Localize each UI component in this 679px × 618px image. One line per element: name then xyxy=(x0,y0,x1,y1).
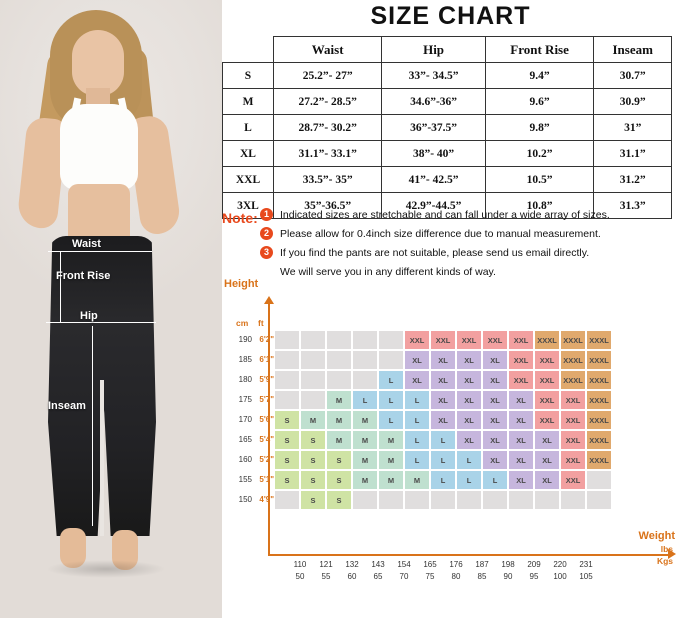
weight-tick-lbs: 132 xyxy=(345,560,359,569)
column-header-hip: Hip xyxy=(382,37,485,63)
note-text-3: If you find the pants are not suitable, please send us email directly. xyxy=(280,247,590,260)
hip-cell: 38”- 40” xyxy=(382,141,485,167)
size-cell-s: S xyxy=(326,450,352,470)
size-cell-xl: XL xyxy=(534,470,560,490)
height-tick-cm: 165 xyxy=(238,435,252,444)
size-cell: M xyxy=(223,89,274,115)
weight-tick-lbs: 121 xyxy=(319,560,333,569)
size-cell-s: S xyxy=(274,430,300,450)
height-tick-ft: 5'1" xyxy=(259,475,274,484)
model-crop-top xyxy=(60,104,138,190)
size-cell-l: L xyxy=(404,410,430,430)
waist-cell: 27.2”- 28.5” xyxy=(274,89,382,115)
size-cell-empty xyxy=(378,490,404,510)
unit-label-cm: cm xyxy=(236,318,249,328)
note-text-2: Please allow for 0.4inch size difference due to manual measurement. xyxy=(280,228,601,241)
table-row xyxy=(223,167,672,193)
size-cell-empty xyxy=(326,350,352,370)
weight-tick-lbs: 209 xyxy=(527,560,541,569)
inseam-cell: 31” xyxy=(594,115,672,141)
size-cell-s: S xyxy=(274,450,300,470)
size-cell-xl: XL xyxy=(430,370,456,390)
size-cell-xxl: XXL xyxy=(534,410,560,430)
size-cell-empty xyxy=(482,490,508,510)
weight-tick-lbs: 220 xyxy=(553,560,567,569)
floor-shadow xyxy=(46,560,166,578)
waist-cell: 33.5”- 35” xyxy=(274,167,382,193)
size-cell-l: L xyxy=(404,390,430,410)
size-cell-l: L xyxy=(456,470,482,490)
weight-axis-line xyxy=(268,554,668,556)
size-cell-empty xyxy=(534,490,560,510)
size-cell-xl: XL xyxy=(482,390,508,410)
size-cell-empty xyxy=(326,330,352,350)
unit-label-kgs: Kgs xyxy=(656,556,673,566)
model-face xyxy=(72,30,124,96)
size-cell-xxxl: XXXL xyxy=(586,450,612,470)
height-tick-cm: 160 xyxy=(238,455,252,464)
size-cell-m: M xyxy=(378,430,404,450)
inseam-cell: 31.3” xyxy=(594,193,672,219)
hip-cell: 34.6”-36” xyxy=(382,89,485,115)
size-cell-empty xyxy=(430,490,456,510)
inseam-cell: 31.1” xyxy=(594,141,672,167)
weight-tick-lbs: 110 xyxy=(293,560,307,569)
note-text-1: Indicated sizes are stretchable and can fall under a wide array of sizes. xyxy=(280,209,610,221)
height-tick-cm: 155 xyxy=(238,475,252,484)
hip-measure-line xyxy=(46,322,156,323)
size-cell-xl: XL xyxy=(508,450,534,470)
size-cell-xl: XL xyxy=(508,430,534,450)
size-cell-s: S xyxy=(326,490,352,510)
waist-measure-line xyxy=(48,251,152,252)
size-cell-m: M xyxy=(326,430,352,450)
size-cell-l: L xyxy=(456,450,482,470)
weight-tick-lbs: 187 xyxy=(475,560,489,569)
note-label: Note: xyxy=(222,210,258,226)
size-cell-xl: XL xyxy=(456,410,482,430)
front-rise-cell: 9.4” xyxy=(485,63,594,89)
height-axis-label: Height xyxy=(224,278,259,290)
size-cell-empty xyxy=(274,350,300,370)
size-cell-xxl: XXL xyxy=(534,390,560,410)
size-cell-empty xyxy=(508,490,534,510)
size-cell-s: S xyxy=(274,410,300,430)
waist-cell: 35”-36.5” xyxy=(274,193,382,219)
weight-axis-label: Weight xyxy=(638,530,675,542)
size-cell-empty xyxy=(352,330,378,350)
size-cell-l: L xyxy=(378,390,404,410)
size-cell: XL xyxy=(223,141,274,167)
size-cell-m: M xyxy=(326,390,352,410)
table-header-row xyxy=(223,37,672,63)
size-cell-xxl: XXL xyxy=(508,350,534,370)
column-header-waist: Waist xyxy=(274,37,382,63)
weight-tick-kgs: 65 xyxy=(373,572,383,581)
size-cell-xl: XL xyxy=(456,390,482,410)
size-cell-xl: XL xyxy=(430,390,456,410)
size-cell-xxl: XXL xyxy=(560,470,586,490)
weight-tick-kgs: 50 xyxy=(295,572,305,581)
size-cell-xl: XL xyxy=(482,370,508,390)
size-cell-xl: XL xyxy=(482,430,508,450)
size-cell-xl: XL xyxy=(508,390,534,410)
inseam-cell: 31.2” xyxy=(594,167,672,193)
waist-cell: 28.7”- 30.2” xyxy=(274,115,382,141)
weight-tick-kgs: 80 xyxy=(451,572,461,581)
weight-tick-kgs: 55 xyxy=(321,572,331,581)
table-corner-cell xyxy=(223,37,274,63)
size-cell-empty xyxy=(326,370,352,390)
size-cell-l: L xyxy=(404,450,430,470)
size-cell-xxl: XXL xyxy=(560,410,586,430)
size-cell-l: L xyxy=(352,390,378,410)
size-cell-xl: XL xyxy=(534,430,560,450)
size-cell-xl: XL xyxy=(404,370,430,390)
front-rise-cell: 9.8” xyxy=(485,115,594,141)
note-item-2 xyxy=(222,227,674,241)
size-cell-s: S xyxy=(300,470,326,490)
size-cell-s: S xyxy=(300,490,326,510)
height-tick-ft: 5'4" xyxy=(259,435,274,444)
size-cell-xxl: XXL xyxy=(508,330,534,350)
weight-tick-kgs: 60 xyxy=(347,572,357,581)
size-cell-xxxl: XXXL xyxy=(560,370,586,390)
size-cell-xxxl: XXXL xyxy=(586,390,612,410)
unit-label-lbs: lbs xyxy=(660,544,673,554)
hip-cell: 36”-37.5” xyxy=(382,115,485,141)
weight-tick-kgs: 105 xyxy=(579,572,593,581)
size-cell-xl: XL xyxy=(456,350,482,370)
table-row xyxy=(223,115,672,141)
height-tick-ft: 5'9" xyxy=(259,375,274,384)
weight-tick-kgs: 100 xyxy=(553,572,567,581)
hip-cell: 42.9”-44.5” xyxy=(382,193,485,219)
size-cell-empty xyxy=(300,390,326,410)
front-rise-label: Front Rise xyxy=(56,270,111,282)
size-cell-s: S xyxy=(300,450,326,470)
height-tick-ft: 5'2" xyxy=(259,455,274,464)
size-cell-empty xyxy=(586,470,612,490)
size-cell-xxl: XXL xyxy=(404,330,430,350)
size-cell-xxl: XXL xyxy=(560,390,586,410)
size-cell: 3XL xyxy=(223,193,274,219)
size-cell-xxxl: XXXL xyxy=(586,430,612,450)
size-cell-xl: XL xyxy=(430,350,456,370)
note-number-3: 3 xyxy=(260,246,273,259)
size-cell-empty xyxy=(300,350,326,370)
size-cell-xxl: XXL xyxy=(560,430,586,450)
size-cell-xl: XL xyxy=(456,370,482,390)
size-cell-xxxl: XXXL xyxy=(586,370,612,390)
inseam-cell: 30.7” xyxy=(594,63,672,89)
height-tick-ft: 4'9" xyxy=(259,495,274,504)
size-cell-xl: XL xyxy=(482,450,508,470)
size-cell-empty xyxy=(378,330,404,350)
size-cell-xxl: XXL xyxy=(482,330,508,350)
size-cell-xxl: XXL xyxy=(508,370,534,390)
size-cell: L xyxy=(223,115,274,141)
size-cell-empty xyxy=(378,350,404,370)
size-cell-l: L xyxy=(404,430,430,450)
size-cell-xl: XL xyxy=(404,350,430,370)
size-cell-s: S xyxy=(300,430,326,450)
size-cell-empty xyxy=(274,390,300,410)
waist-label: Waist xyxy=(72,238,101,250)
size-cell-xxxl: XXXL xyxy=(586,330,612,350)
height-tick-cm: 180 xyxy=(238,375,252,384)
size-cell-empty xyxy=(352,350,378,370)
size-cell-xl: XL xyxy=(430,410,456,430)
size-cell-xl: XL xyxy=(482,410,508,430)
size-cell-l: L xyxy=(378,370,404,390)
size-cell-l: L xyxy=(430,430,456,450)
note-text-3-line2: We will serve you in any different kinds of way. xyxy=(280,265,496,278)
size-cell-xxl: XXL xyxy=(456,330,482,350)
height-tick-ft: 5'6" xyxy=(259,415,274,424)
table-row xyxy=(223,89,672,115)
height-tick-cm: 185 xyxy=(238,355,252,364)
height-tick-ft: 6'2" xyxy=(259,335,274,344)
front-rise-measure-line xyxy=(60,252,61,322)
weight-tick-lbs: 176 xyxy=(449,560,463,569)
unit-label-ft: ft xyxy=(258,318,264,328)
column-header-front-rise: Front Rise xyxy=(485,37,594,63)
front-rise-cell: 10.5” xyxy=(485,167,594,193)
size-cell-xl: XL xyxy=(456,430,482,450)
height-tick-ft: 5'7" xyxy=(259,395,274,404)
weight-tick-kgs: 75 xyxy=(425,572,435,581)
size-cell-xxl: XXL xyxy=(534,370,560,390)
front-rise-cell: 10.2” xyxy=(485,141,594,167)
height-tick-ft: 6'1" xyxy=(259,355,274,364)
weight-tick-kgs: 85 xyxy=(477,572,487,581)
size-cell-m: M xyxy=(378,470,404,490)
size-cell-xl: XL xyxy=(482,350,508,370)
inseam-label: Inseam xyxy=(48,400,86,412)
size-cell-xxxl: XXXL xyxy=(586,350,612,370)
size-table xyxy=(222,36,672,219)
size-cell-empty xyxy=(300,330,326,350)
size-cell-l: L xyxy=(378,410,404,430)
size-cell-xxl: XXL xyxy=(430,330,456,350)
size-cell-l: L xyxy=(430,470,456,490)
size-cell-xxl: XXL xyxy=(534,350,560,370)
size-cell: S xyxy=(223,63,274,89)
weight-tick-lbs: 165 xyxy=(423,560,437,569)
height-tick-cm: 150 xyxy=(238,495,252,504)
size-cell-l: L xyxy=(430,450,456,470)
table-row xyxy=(223,141,672,167)
size-cell-xxxl: XXXL xyxy=(586,410,612,430)
hip-cell: 33”- 34.5” xyxy=(382,63,485,89)
size-cell-m: M xyxy=(300,410,326,430)
size-cell-empty xyxy=(274,370,300,390)
size-cell-xxxl: XXXL xyxy=(534,330,560,350)
height-tick-cm: 175 xyxy=(238,395,252,404)
size-cell-m: M xyxy=(352,470,378,490)
leg-gap xyxy=(100,380,104,536)
weight-tick-lbs: 143 xyxy=(371,560,385,569)
page-title: SIZE CHART xyxy=(370,2,531,30)
size-cell-m: M xyxy=(326,410,352,430)
model-photo xyxy=(0,0,222,618)
size-cell-empty xyxy=(352,370,378,390)
size-cell-xl: XL xyxy=(508,410,534,430)
size-cell-m: M xyxy=(352,450,378,470)
note-number-1: 1 xyxy=(260,208,273,221)
weight-tick-lbs: 231 xyxy=(579,560,593,569)
size-cell-xxl: XXL xyxy=(560,450,586,470)
size-cell-m: M xyxy=(378,450,404,470)
weight-tick-lbs: 154 xyxy=(397,560,411,569)
height-weight-grid-chart xyxy=(222,272,679,602)
weight-tick-kgs: 95 xyxy=(529,572,539,581)
size-cell: XXL xyxy=(223,167,274,193)
size-cell-xxxl: XXXL xyxy=(560,330,586,350)
weight-tick-lbs: 198 xyxy=(501,560,515,569)
size-cell-empty xyxy=(586,490,612,510)
size-cell-xl: XL xyxy=(534,450,560,470)
size-cell-empty xyxy=(456,490,482,510)
height-tick-cm: 170 xyxy=(238,415,252,424)
size-cell-empty xyxy=(352,490,378,510)
size-cell-empty xyxy=(560,490,586,510)
inseam-measure-line xyxy=(92,326,93,526)
weight-tick-kgs: 90 xyxy=(503,572,513,581)
size-cell-xl: XL xyxy=(508,470,534,490)
note-item-1 xyxy=(222,208,674,222)
weight-tick-kgs: 70 xyxy=(399,572,409,581)
front-rise-cell: 9.6” xyxy=(485,89,594,115)
size-cell-empty xyxy=(274,490,300,510)
size-cell-s: S xyxy=(326,470,352,490)
size-cell-empty xyxy=(404,490,430,510)
size-cell-m: M xyxy=(404,470,430,490)
height-axis-arrow-icon xyxy=(264,296,274,304)
size-cell-xxxl: XXXL xyxy=(560,350,586,370)
waist-cell: 25.2”- 27” xyxy=(274,63,382,89)
hip-label: Hip xyxy=(80,310,98,322)
table-row xyxy=(223,63,672,89)
column-header-inseam: Inseam xyxy=(594,37,672,63)
size-cell-empty xyxy=(300,370,326,390)
note-block xyxy=(222,208,674,278)
size-cell-m: M xyxy=(352,430,378,450)
waist-cell: 31.1”- 33.1” xyxy=(274,141,382,167)
front-rise-cell: 10.8” xyxy=(485,193,594,219)
note-number-2: 2 xyxy=(260,227,273,240)
size-cell-s: S xyxy=(274,470,300,490)
size-cell-m: M xyxy=(352,410,378,430)
inseam-cell: 30.9” xyxy=(594,89,672,115)
size-cell-empty xyxy=(274,330,300,350)
hip-cell: 41”- 42.5” xyxy=(382,167,485,193)
note-item-3 xyxy=(222,246,674,260)
height-tick-cm: 190 xyxy=(238,335,252,344)
size-cell-l: L xyxy=(482,470,508,490)
